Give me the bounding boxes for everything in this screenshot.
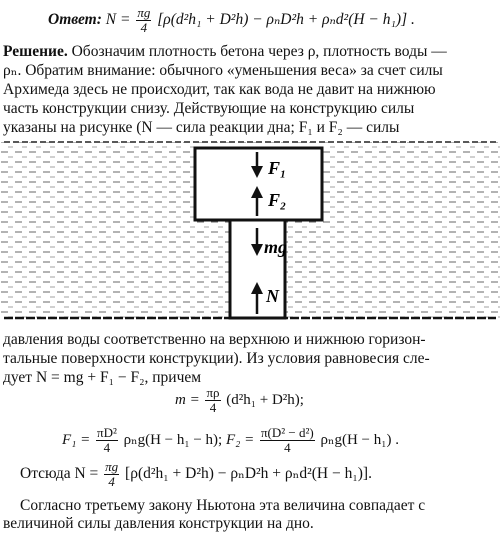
conclusion-line-2: величиной силы давления конструкции на дно. [3,515,314,532]
f1-eq-lhs: F₁ = [62,431,91,448]
f2-eq-rhs: ρₙg(H − h₁) . [320,431,399,448]
forces-equation [62,426,399,455]
answer-frac-num: πg [137,5,151,20]
result-line [20,460,372,489]
structure-figure [0,138,500,323]
result-frac-den: 4 [108,474,115,489]
solution-line-3: Архимеда здесь не происходит, так как вода не давит на нижнюю [3,81,436,98]
answer-label: Ответ: [48,11,102,29]
f2-eq-fraction [260,426,315,455]
solution-line-4: часть конструкции снизу. Действующие на конструкцию силы [3,100,415,117]
answer-rhs: [ρ(d²h₁ + D²h) − ρₙD²h + ρₙd²(H − h₁)] . [157,11,415,29]
mg-label: mg [264,237,288,257]
mass-frac-num: πρ [206,385,220,400]
mass-equation [175,386,304,415]
mass-fraction [205,386,220,415]
mass-frac-den: 4 [209,400,217,415]
solution-line-1-text: Обозначим плотность бетона через ρ, плотность воды — [67,43,447,60]
f1-eq-num: πD² [97,425,117,440]
continuation-line-2: тальные поверхности конструкции). Из условия равновесия сле- [3,350,430,367]
solution-line-2: ρₙ. Обратим внимание: обычного «уменьшения веса» за счет силы [3,62,443,79]
f1-eq-rhs: ρₙg(H − h₁ − h); [123,431,223,448]
f2-eq-lhs: F₂ = [225,431,255,448]
conclusion-line-1: Согласно третьему закону Ньютона эта величина совпадает с [20,497,426,514]
n-label: N [266,286,279,306]
result-rhs: [ρ(d²h₁ + D²h) − ρₙD²h + ρₙd²(H − h₁)]. [125,465,372,483]
f2-eq-den: 4 [284,440,291,455]
answer-lhs: N = [105,11,131,29]
continuation-line-1: давления воды соответственно на верхнюю и нижнюю горизон- [3,331,426,348]
answer-frac-den: 4 [140,20,148,35]
result-lead: Отсюда N = [20,465,99,483]
mass-lhs: m = [175,391,200,408]
f2-label: F₂ [268,190,287,210]
f2-eq-num: π(D² − d²) [260,425,314,440]
answer-line [48,6,415,35]
continuation-line-3: дует N = mg + F₁ − F₂, причем [3,369,202,386]
solution-line-5: указаны на рисунке (N — сила реакции дна; F₁ и F₂ — силы [3,119,400,136]
mass-rhs: (d²h₁ + D²h); [226,391,304,408]
f1-label: F₁ [268,158,287,178]
result-frac-num: πg [105,459,119,474]
solution-label: Решение. [3,43,68,60]
answer-fraction [136,6,151,35]
f1-eq-fraction [96,426,118,455]
upper-block [195,148,322,220]
f1-eq-den: 4 [103,440,111,455]
solution-line-1 [3,42,447,61]
result-fraction [104,460,119,489]
